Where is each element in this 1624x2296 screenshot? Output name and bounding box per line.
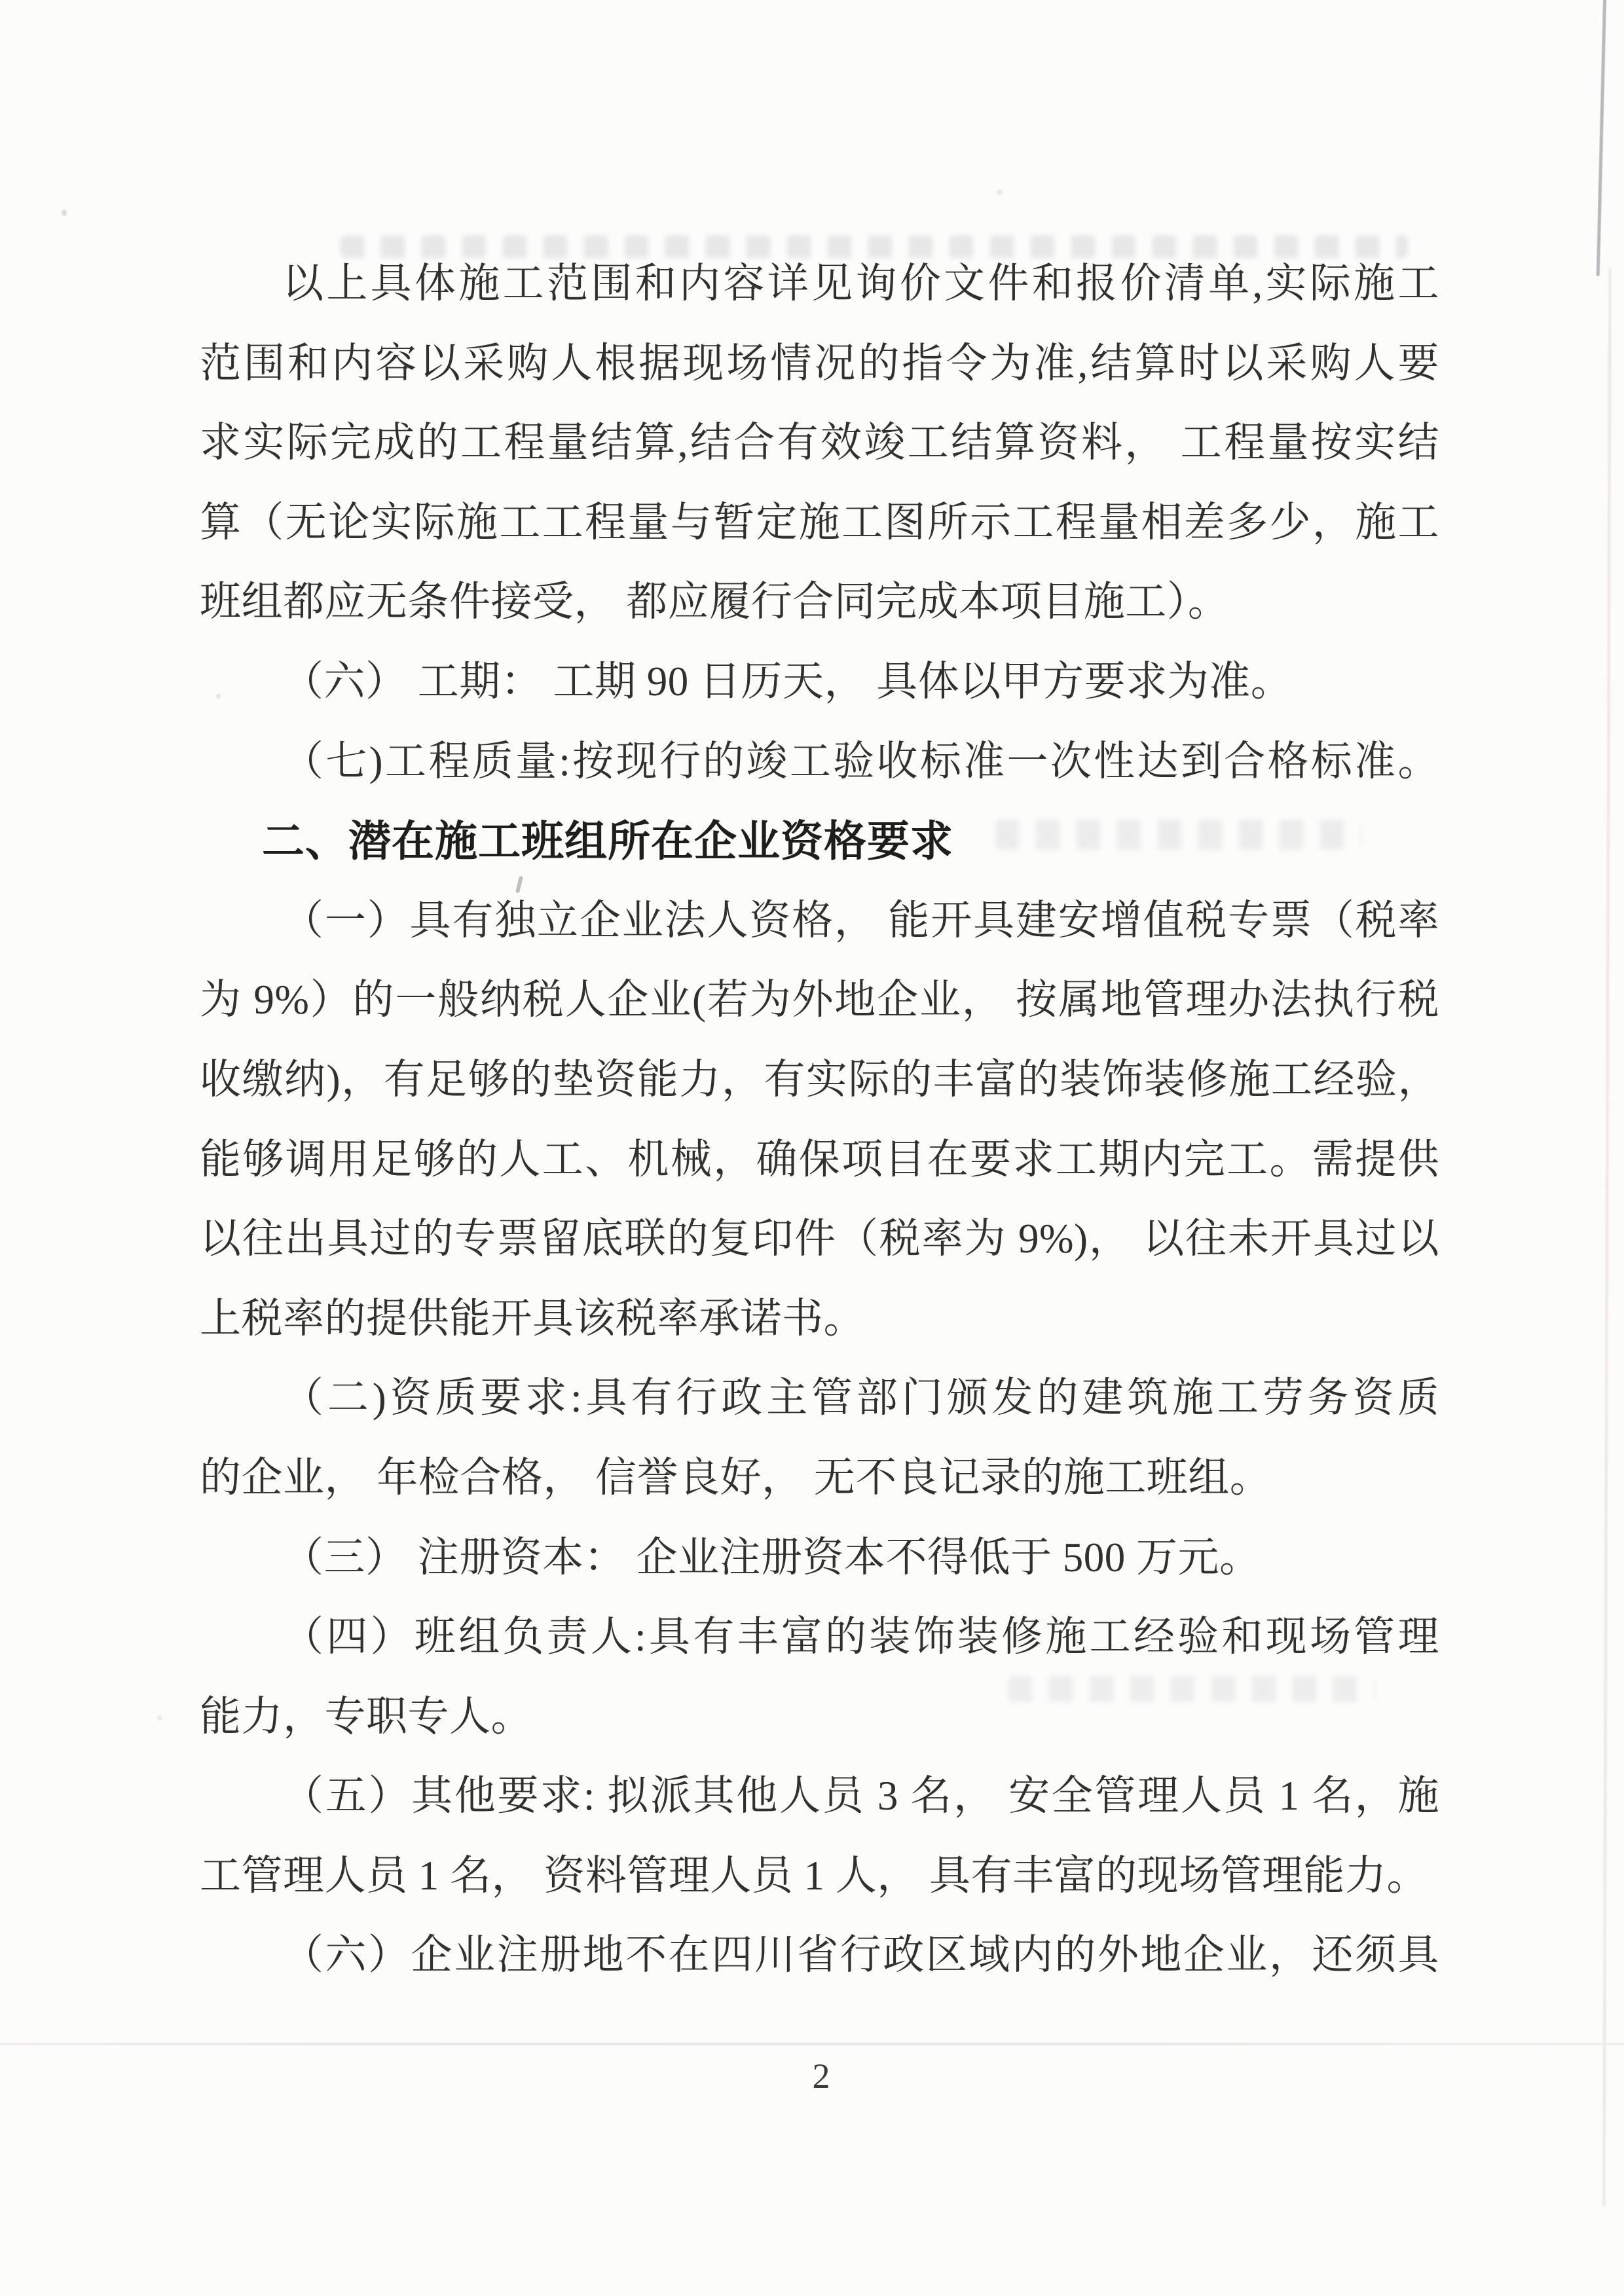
text-line: 以上具体施工范围和内容详见询价文件和报价清单,实际施工 — [282, 261, 1439, 306]
text-line: （七)工程质量:按现行的竣工验收标准一次性达到合格标准。 — [282, 738, 1439, 784]
text-line: 收缴纳)，有足够的垫资能力，有实际的丰富的装饰装修施工经验， — [200, 1056, 1439, 1102]
text-line: （六） 工期： 工期 90 日历天， 具体以甲方要求为准。 — [282, 658, 1293, 704]
text-line: （一）具有独立企业法人资格， 能开具建安增值税专票（税率 — [282, 897, 1439, 943]
scan-speck — [157, 1715, 162, 1721]
text-line: （四）班组负责人:具有丰富的装饰装修施工经验和现场管理 — [282, 1614, 1439, 1660]
text-line: （二)资质要求:具有行政主管部门颁发的建筑施工劳务资质 — [282, 1375, 1439, 1421]
text-line: （三） 注册资本： 企业注册资本不得低于 500 万元。 — [282, 1534, 1261, 1580]
text-line: （六）企业注册地不在四川省行政区域内的外地企业，还须具 — [282, 1932, 1439, 1978]
section-heading: 二、潜在施工班组所在企业资格要求 — [262, 817, 954, 866]
text-line: 能力，专职专人。 — [200, 1693, 532, 1740]
text-line: 能够调用足够的人工、机械，确保项目在要求工期内完工。需提供 — [200, 1136, 1439, 1182]
text-line: 为 9%）的一般纳税人企业(若为外地企业， 按属地管理办法执行税 — [200, 977, 1439, 1023]
page-number: 2 — [812, 2056, 830, 2096]
text-line: 工管理人员 1 名， 资料管理人员 1 人， 具有丰富的现场管理能力。 — [200, 1852, 1428, 1899]
text-line: 求实际完成的工程量结算,结合有效竣工结算资料， 工程量按实结 — [200, 420, 1439, 466]
scan-streak — [1602, 268, 1611, 2206]
text-line: （五）其他要求: 拟派其他人员 3 名， 安全管理人员 1 名，施 — [282, 1773, 1439, 1819]
scan-speck — [997, 190, 1003, 194]
text-line: 算（无论实际施工工程量与暂定施工图所示工程量相差多少，施工 — [200, 499, 1439, 545]
text-line: 范围和内容以采购人根据现场情况的指令为准,结算时以采购人要 — [200, 340, 1439, 386]
footer-separator — [0, 2043, 1624, 2045]
text-line: 的企业， 年检合格， 信誉良好， 无不良记录的施工班组。 — [200, 1454, 1272, 1501]
text-block — [200, 244, 1439, 1995]
text-line: 上税率的提供能开具该税率承诺书。 — [200, 1295, 865, 1341]
text-line: 班组都应无条件接受， 都应履行合同完成本项目施工）。 — [200, 579, 1230, 625]
scan-streak — [1596, 0, 1607, 276]
scan-speck — [62, 210, 67, 216]
text-line: 以往出具过的专票留底联的复印件（税率为 9%)， 以往未开具过以 — [200, 1216, 1439, 1262]
